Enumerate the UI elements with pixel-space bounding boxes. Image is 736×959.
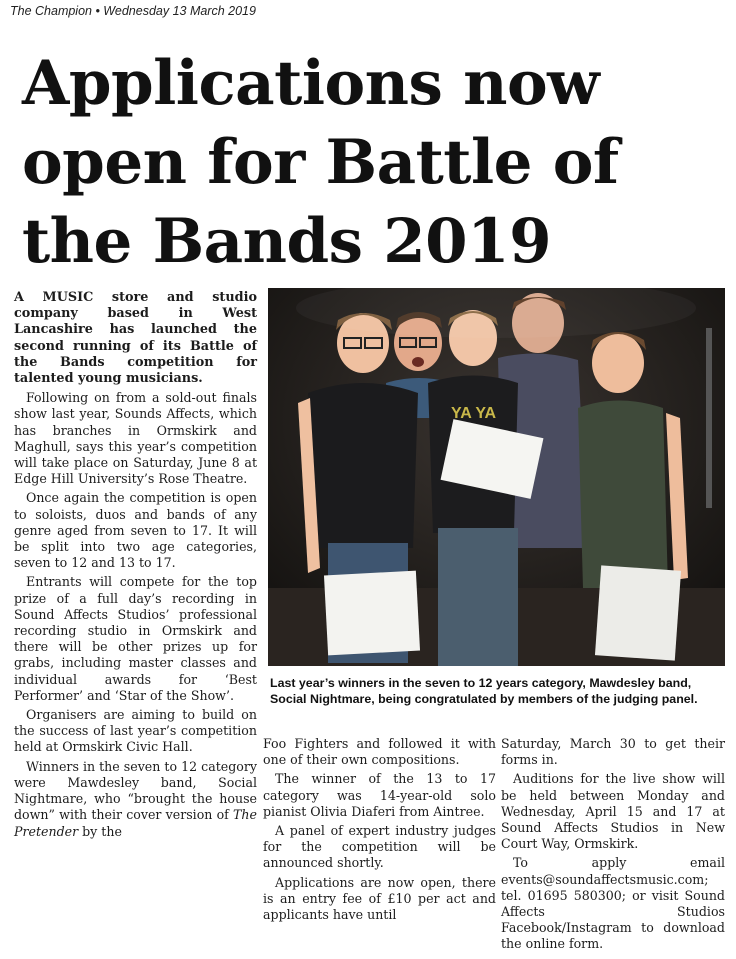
body-paragraph: Entrants will compete for the top prize of a full day’s recording in Sound Affects Studios’ professional recording studio in Ormskirk and there will be other prizes up for grabs, including master classes and individual awards for ‘Best Performer’ and ‘Star of the Show’.	[14, 574, 257, 703]
body-paragraph: Organisers are aiming to build on the success of last year’s competition held at Ormskirk Civic Hall.	[14, 707, 257, 755]
body-paragraph: To apply email events@soundaffectsmusic.com; tel. 01695 580300; or visit Sound Affects Studios Facebook/Instagram to download the online form.	[501, 855, 725, 952]
photo-caption: Last year’s winners in the seven to 12 years category, Mawdesley band, Social Nightmare, being congratulated by members of the judging panel.	[270, 676, 698, 706]
headline: Applications now open for Battle of the Bands 2019	[22, 48, 619, 277]
body-paragraph: Applications are now open, there is an entry fee of £10 per act and applicants have until	[263, 874, 496, 923]
body-paragraph: Foo Fighters and followed it with one of their own compositions.	[263, 736, 496, 768]
body-paragraph	[14, 759, 257, 840]
article-column-3	[501, 736, 725, 956]
body-text: Winners in the seven to 12 category were Mawdesley band, Social Nightmare, who “brought the house down” with their cover version of	[14, 758, 257, 823]
body-paragraph: A panel of expert industry judges for the competition will be announced shortly.	[263, 823, 496, 871]
body-paragraph: Saturday, March 30 to get their forms in.	[501, 736, 725, 768]
body-paragraph: The winner of the 13 to 17 category was 14-year-old solo pianist Olivia Diaferi from Aintree.	[263, 771, 496, 819]
article-column-1	[14, 290, 257, 843]
body-paragraph: Auditions for the live show will be held between Monday and Wednesday, April 15 and 17 at Sound Affects Studios in New Court Way, Ormskirk.	[501, 771, 725, 852]
shirt-text: YA YA	[451, 405, 497, 422]
song-title: The Pretender	[14, 807, 257, 839]
body-paragraph: Following on from a sold-out finals show last year, Sounds Affects, which has branches in Ormskirk and Maghull, says this year’s competition will take place on Saturday, June 8 at Edge Hill University’s Rose Theatre.	[14, 390, 257, 487]
photo-illustration	[268, 288, 725, 666]
article-column-2	[263, 736, 496, 926]
body-text: by the	[78, 823, 122, 839]
body-paragraph: Once again the competition is open to soloists, duos and bands of any genre aged from seven to 17. It will be split into two age categories, seven to 12 and 13 to 17.	[14, 490, 257, 571]
masthead: The Champion • Wednesday 13 March 2019	[10, 4, 256, 18]
winners-photo	[268, 288, 725, 666]
lede-paragraph: A MUSIC store and studio company based in West Lancashire has launched the second running of its Battle of the Bands competition for talented young musicians.	[14, 290, 257, 387]
